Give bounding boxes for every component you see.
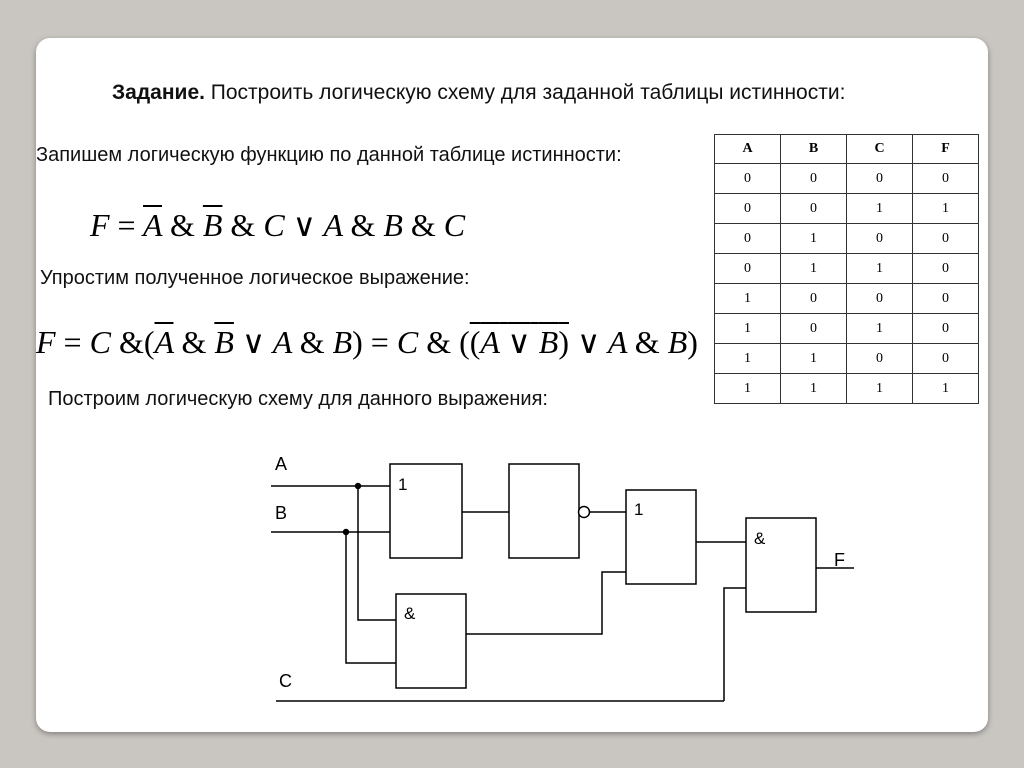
table-cell: 0: [715, 254, 781, 284]
formula2-b: B: [667, 324, 688, 360]
table-cell: 0: [781, 164, 847, 194]
table-row: [715, 374, 979, 404]
formula2-negated-group: [470, 324, 569, 360]
output-f-label: F: [834, 550, 845, 570]
formula2-c: C: [89, 324, 111, 360]
formula2-eq2: =: [370, 324, 389, 360]
build-circuit-text: Построим логическую схему для данного выражения:: [48, 388, 548, 410]
table-cell: 0: [781, 194, 847, 224]
formula2-not-b: $\overline{B}$: [214, 324, 234, 360]
formula1-c2: C: [443, 207, 466, 243]
table-cell: 1: [847, 374, 913, 404]
header-a: A: [715, 135, 781, 164]
table-cell: 0: [847, 164, 913, 194]
simplify-text: Упростим полученное логическое выражение:: [40, 267, 470, 289]
gate-not-bubble: [579, 507, 590, 518]
formula2-b: B: [332, 324, 353, 360]
table-row: [715, 344, 979, 374]
formula2-amp: &: [118, 324, 144, 360]
table-row: [715, 194, 979, 224]
task-heading: [112, 80, 845, 106]
table-cell: 1: [913, 374, 979, 404]
formula2-or: ∨: [576, 324, 601, 360]
gate-not: [509, 464, 579, 558]
table-cell: 0: [913, 164, 979, 194]
formula2-lparen: (: [143, 324, 155, 360]
formula-original: [90, 206, 465, 244]
gate-or-2-symbol: 1: [634, 500, 644, 519]
formula2-amp: &: [181, 324, 207, 360]
formula2-amp: &: [426, 324, 452, 360]
wire-b-to-and: [346, 532, 396, 663]
formula1-amp3: &: [350, 207, 376, 243]
truth-table: [714, 134, 979, 404]
formula2-or: ∨: [507, 324, 531, 360]
table-cell: 1: [781, 224, 847, 254]
formula1-not-a: $\overline{A}$: [143, 207, 162, 243]
gate-or-1-symbol: 1: [398, 475, 408, 494]
table-cell: 0: [913, 224, 979, 254]
formula1-amp4: &: [410, 207, 436, 243]
formula2-c2: C: [396, 324, 419, 360]
table-cell: 1: [781, 374, 847, 404]
gate-and-2-symbol: &: [754, 529, 766, 548]
table-cell: 0: [781, 284, 847, 314]
table-cell: 1: [847, 314, 913, 344]
formula2-lparen: (: [469, 324, 481, 360]
formula2-rparen: ): [352, 324, 363, 360]
formula2-amp: &: [634, 324, 660, 360]
input-a-label: A: [275, 454, 288, 474]
formula1-not-b: $\overline{B}$: [202, 207, 223, 243]
table-cell: 1: [715, 374, 781, 404]
table-cell: 0: [715, 194, 781, 224]
table-cell: 0: [847, 344, 913, 374]
header-b: B: [781, 135, 847, 164]
table-row: [715, 164, 979, 194]
table-cell: 0: [913, 314, 979, 344]
formula1-eq: =: [117, 207, 136, 243]
table-cell: 0: [913, 284, 979, 314]
input-b-label: B: [275, 503, 288, 523]
input-c-label: C: [279, 671, 292, 691]
gate-and-1-symbol: &: [404, 604, 416, 623]
table-cell: 0: [913, 254, 979, 284]
task-text: Построить логическую схему для заданной таблицы истинности:: [204, 81, 846, 104]
formula1-or: ∨: [292, 207, 317, 243]
truth-table-header-row: [715, 135, 979, 164]
formula2-or: ∨: [241, 324, 266, 360]
table-row: [715, 314, 979, 344]
formula-simplified: [36, 323, 698, 361]
formula2-b: B: [538, 324, 559, 360]
logic-circuit-diagram: [266, 448, 866, 714]
table-cell: 1: [847, 254, 913, 284]
table-cell: 0: [913, 344, 979, 374]
slide: [36, 38, 988, 732]
table-row: [715, 224, 979, 254]
header-f: F: [913, 135, 979, 164]
table-cell: 0: [715, 164, 781, 194]
table-cell: 0: [781, 314, 847, 344]
formula1-b: B: [383, 207, 403, 243]
formula1-c: C: [263, 207, 285, 243]
table-row: [715, 254, 979, 284]
formula1-f: F: [90, 207, 110, 243]
table-cell: 0: [847, 284, 913, 314]
table-cell: 1: [715, 344, 781, 374]
wire-c-to-and2: [724, 588, 746, 701]
table-cell: 0: [715, 224, 781, 254]
table-cell: 0: [847, 224, 913, 254]
table-row: [715, 284, 979, 314]
formula2-a: A: [607, 324, 627, 360]
formula2-lparen: (: [459, 324, 470, 360]
formula1-amp2: &: [230, 207, 256, 243]
table-cell: 1: [913, 194, 979, 224]
formula1-amp1: &: [169, 207, 195, 243]
formula2-eq: =: [63, 324, 82, 360]
write-function-text: Запишем логическую функцию по данной таблице истинности:: [36, 144, 622, 166]
wire-and1-to-or2: [466, 572, 626, 634]
formula2-not-a: $\overline{A}$: [154, 324, 174, 360]
table-cell: 1: [781, 344, 847, 374]
formula2-amp: &: [299, 324, 325, 360]
formula2-f: F: [36, 324, 56, 360]
header-c: C: [847, 135, 913, 164]
formula2-a: A: [272, 324, 292, 360]
formula2-rparen: ): [558, 324, 569, 360]
table-cell: 1: [847, 194, 913, 224]
formula1-a: A: [323, 207, 343, 243]
table-cell: 1: [781, 254, 847, 284]
task-label: Задание.: [112, 81, 205, 104]
formula2-rparen: ): [687, 324, 698, 360]
table-cell: 1: [715, 314, 781, 344]
table-cell: 1: [715, 284, 781, 314]
formula2-a: A: [480, 324, 500, 360]
